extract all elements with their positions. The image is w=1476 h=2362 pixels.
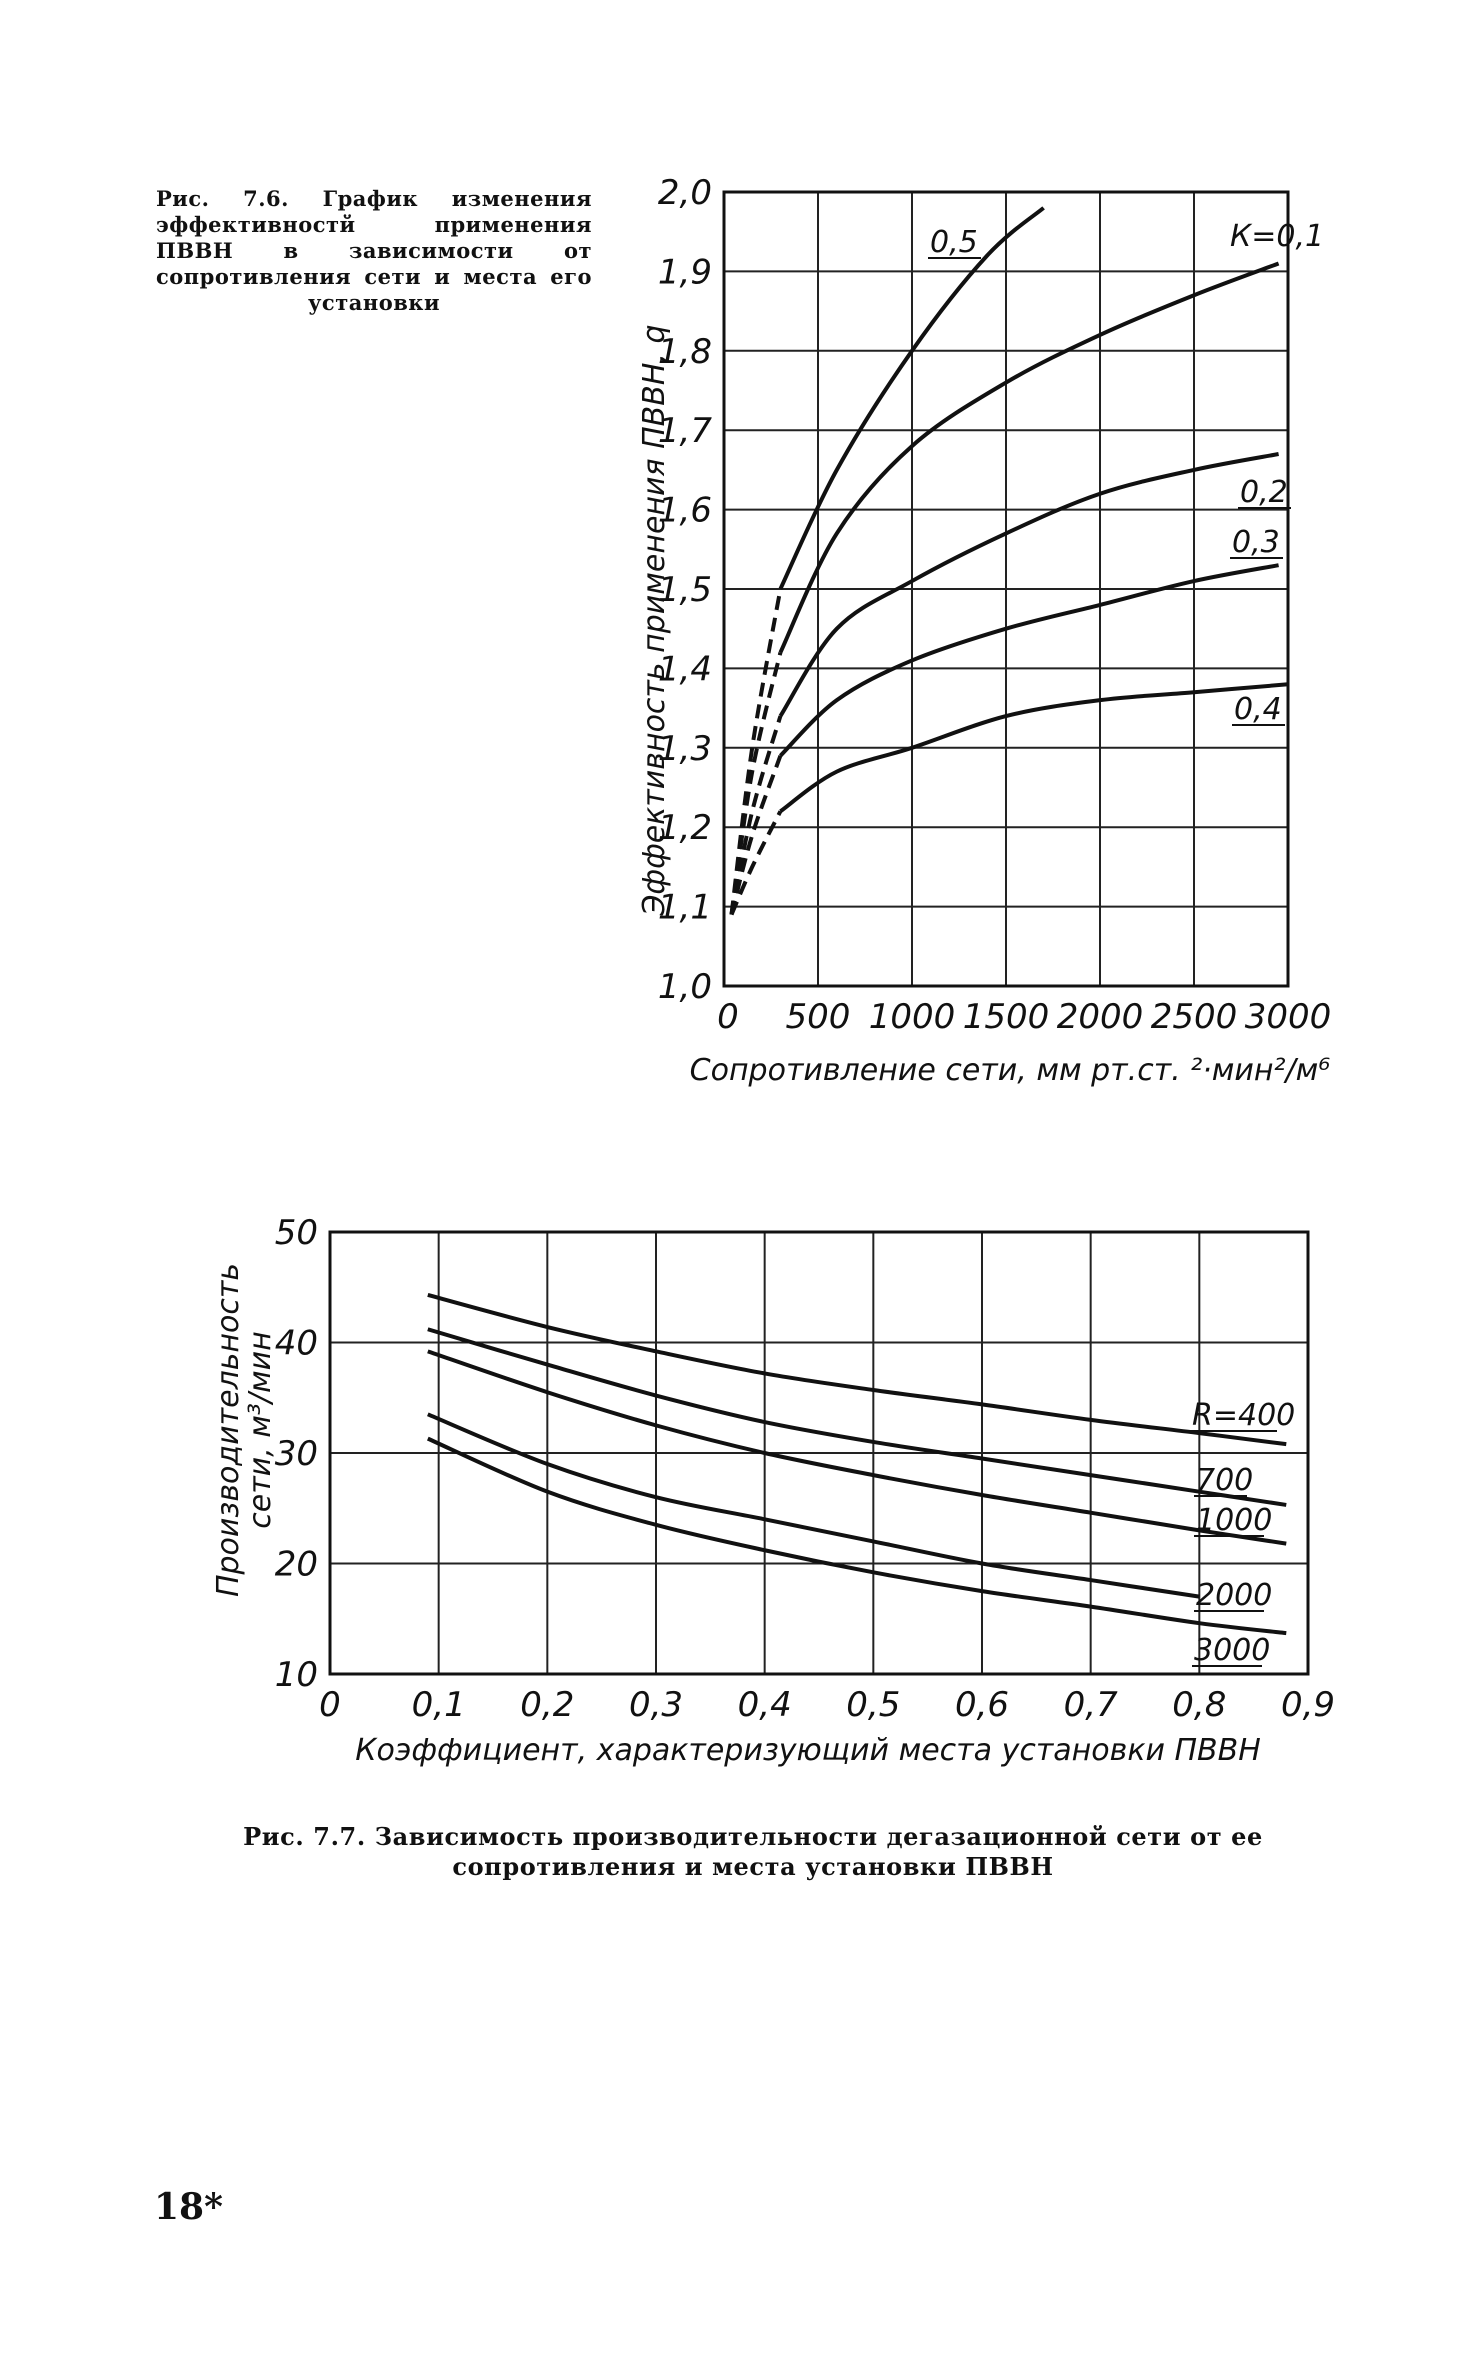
series-label: 0,5 bbox=[930, 225, 978, 260]
x-tick-label: 500 bbox=[785, 997, 851, 1037]
y-tick-label: 1,1 bbox=[657, 887, 712, 928]
series-label: 0,4 bbox=[1234, 692, 1282, 727]
series-label: 2000 bbox=[1196, 1578, 1273, 1613]
figure-7-6-caption: Рис. 7.6. График изменения эффективностй применения ПВВН в зависимости от сопротивления сети и места его установки bbox=[156, 186, 592, 315]
series-line bbox=[428, 1351, 1286, 1543]
x-axis-label: Сопротивление сети, мм рт.ст. ²·мин²/м⁶ bbox=[689, 1053, 1331, 1088]
series-line bbox=[428, 1295, 1286, 1444]
y-tick-label: 1,8 bbox=[657, 331, 712, 372]
series-label: К=0,1 bbox=[1230, 219, 1325, 254]
y-tick-label: 40 bbox=[274, 1323, 318, 1364]
series-line bbox=[780, 454, 1278, 716]
y-tick-label: 2,0 bbox=[657, 173, 712, 213]
chart-7-6 bbox=[637, 173, 1331, 1088]
chart-7-7 bbox=[211, 1213, 1335, 1768]
series-label: 700 bbox=[1196, 1463, 1254, 1498]
x-axis-label: Коэффициент, характеризующий места установки ПВВН bbox=[355, 1733, 1261, 1768]
x-tick-label: 3000 bbox=[1244, 997, 1332, 1037]
x-tick-label: 0,5 bbox=[846, 1685, 901, 1725]
x-tick-label: 0,9 bbox=[1280, 1685, 1336, 1725]
x-tick-label: 0 bbox=[319, 1685, 341, 1725]
series-label: 0,2 bbox=[1240, 475, 1288, 510]
series-line bbox=[780, 565, 1278, 756]
y-tick-label: 1,7 bbox=[657, 411, 712, 452]
y-axis-label: сети, м³/мин bbox=[243, 1331, 278, 1529]
series-line-dashed bbox=[732, 653, 781, 915]
y-axis-label: Эффективность применения ПВВН, q bbox=[637, 324, 672, 916]
figure-7-7-caption: Рис. 7.7. Зависимость производительности дегазационной сети от ее сопротивления и места установки ПВВН bbox=[243, 1822, 1263, 1881]
x-tick-label: 0,4 bbox=[737, 1685, 792, 1725]
page-number: 18* bbox=[154, 2186, 223, 2228]
series-line bbox=[428, 1329, 1286, 1505]
x-tick-label: 0,8 bbox=[1172, 1685, 1227, 1725]
x-tick-label: 1000 bbox=[868, 997, 956, 1037]
series-label: 1000 bbox=[1196, 1503, 1273, 1538]
y-tick-label: 1,0 bbox=[657, 967, 712, 1007]
y-tick-label: 1,6 bbox=[657, 490, 712, 531]
series-line bbox=[428, 1414, 1200, 1596]
series-label: 3000 bbox=[1194, 1633, 1271, 1668]
x-tick-label: 0,7 bbox=[1063, 1685, 1118, 1725]
y-tick-label: 1,2 bbox=[657, 808, 712, 849]
x-tick-label: 0,3 bbox=[628, 1685, 684, 1725]
x-tick-label: 0,2 bbox=[520, 1685, 575, 1725]
y-tick-label: 1,9 bbox=[657, 252, 712, 293]
x-tick-label: 0 bbox=[717, 997, 739, 1037]
y-tick-label: 50 bbox=[274, 1213, 318, 1253]
y-tick-label: 1,5 bbox=[657, 570, 712, 610]
x-tick-label: 2000 bbox=[1056, 997, 1144, 1037]
y-tick-label: 1,4 bbox=[657, 649, 712, 690]
y-tick-label: 20 bbox=[274, 1544, 318, 1585]
x-tick-label: 0,1 bbox=[411, 1685, 466, 1725]
x-tick-label: 1500 bbox=[962, 997, 1050, 1037]
series-label: 0,3 bbox=[1232, 525, 1280, 560]
x-tick-label: 0,6 bbox=[954, 1685, 1010, 1725]
y-tick-label: 1,3 bbox=[657, 728, 712, 769]
y-tick-label: 10 bbox=[274, 1655, 318, 1695]
series-label: R=400 bbox=[1192, 1398, 1296, 1433]
y-axis-label: Производительность bbox=[211, 1262, 246, 1598]
series-line bbox=[780, 263, 1278, 652]
x-tick-label: 2500 bbox=[1150, 997, 1238, 1037]
y-tick-label: 30 bbox=[274, 1434, 318, 1474]
